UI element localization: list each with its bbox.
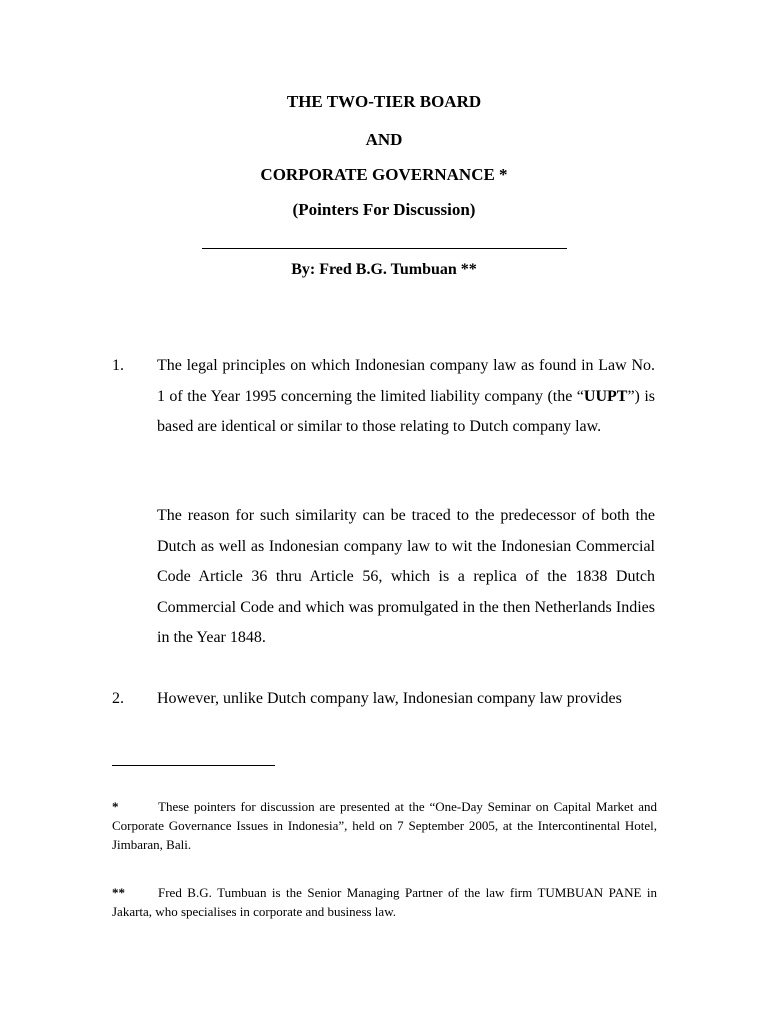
footnote-1-mark: *: [112, 799, 119, 814]
paragraph-1-text-a: The legal principles on which Indonesian company law as found in Law No. 1 of the Year 1995 concerning the limited liability company (the “: [157, 357, 655, 405]
paragraph-1-bold-term: UUPT: [583, 387, 628, 405]
footnote-1-text: These pointers for discussion are presented at the “One-Day Seminar on Capital Market and Corporate Governance Issues in Indonesia”, held on 7 September 2005, at the Intercontinental Hotel, Jimbaran, Bali.: [112, 799, 657, 852]
paragraph-1-text-b: ”) is based are identical or similar to those relating to Dutch company law.: [157, 387, 655, 435]
title-line-1: THE TWO-TIER BOARD: [286, 92, 482, 111]
title-divider: [202, 248, 567, 249]
paragraph-number-1: 1.: [112, 357, 124, 374]
footnote-2: [112, 883, 657, 921]
paragraph-1: [157, 351, 655, 443]
title-line-4: (Pointers For Discussion): [292, 200, 476, 219]
paragraph-2: However, unlike Dutch company law, Indonesian company law provides: [157, 690, 622, 707]
footnote-1: [112, 797, 657, 854]
paragraph-number-2: 2.: [112, 690, 124, 707]
footnote-divider: [112, 765, 275, 766]
author-byline: By: Fred B.G. Tumbuan **: [291, 261, 477, 278]
paragraph-1-continued: The reason for such similarity can be traced to the predecessor of both the Dutch as well as Indonesian company law to wit the Indonesian Commercial Code Article 36 thru Article 56, which is a replica of the 1838 Dutch Commercial Code and which was promulgated in the then Netherlands Indies in the Year 1848.: [157, 507, 655, 646]
footnote-2-text: Fred B.G. Tumbuan is the Senior Managing Partner of the law firm TUMBUAN PANE in Jakarta, who specialises in corporate and business law.: [112, 885, 657, 919]
title-line-3: CORPORATE GOVERNANCE *: [260, 165, 508, 184]
title-line-2: AND: [365, 130, 403, 149]
footnote-2-mark: **: [112, 885, 125, 900]
